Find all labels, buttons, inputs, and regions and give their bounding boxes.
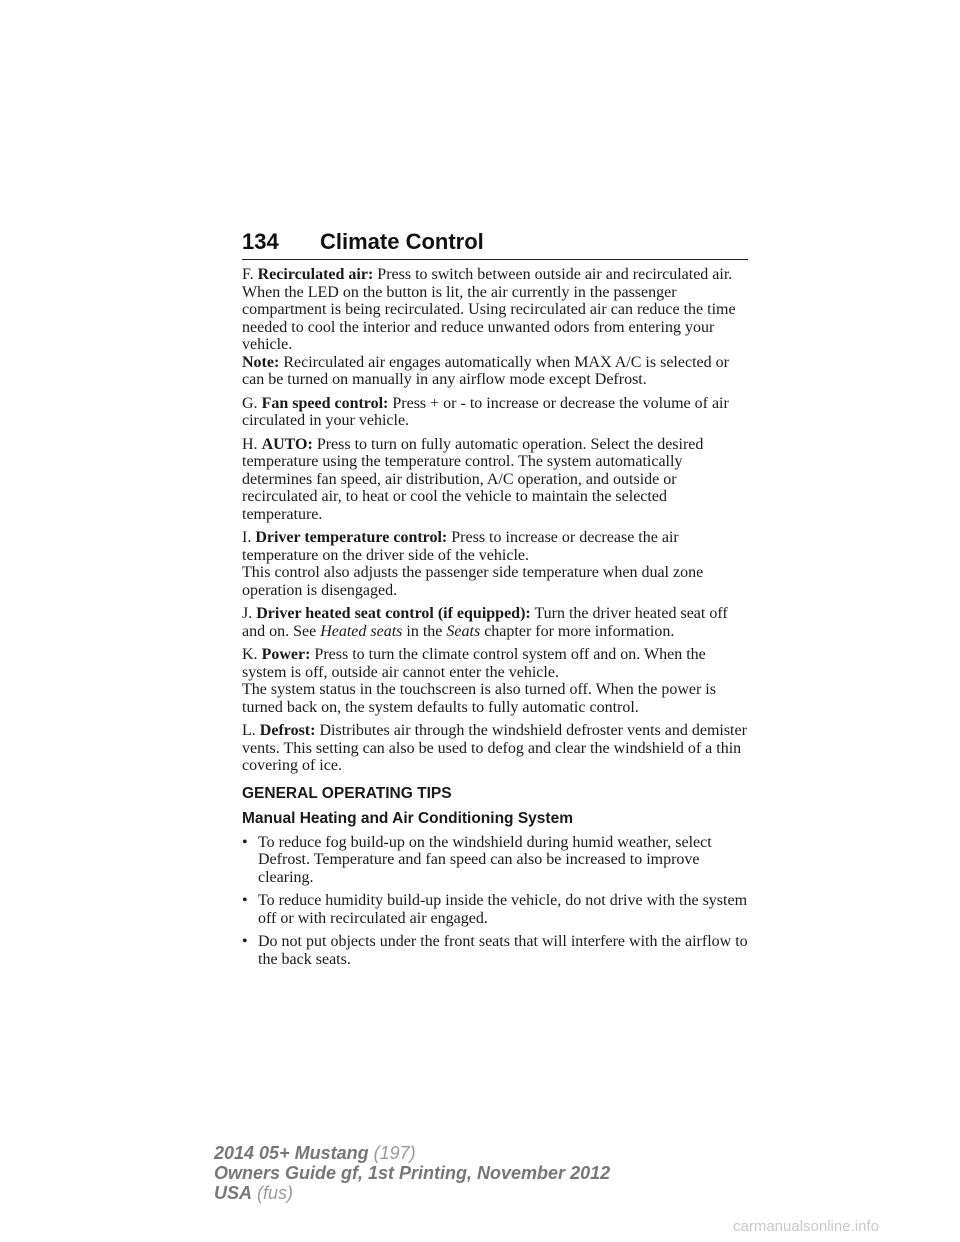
chapter-title: Climate Control (320, 229, 484, 254)
footer-printing: Owners Guide gf, 1st Printing, November 2012 (214, 1163, 611, 1183)
cross-reference-heated-seats: Heated seats (320, 622, 403, 640)
item-letter: F. (242, 266, 254, 283)
bullet-icon: • (242, 933, 248, 950)
item-text: Press to turn on fully automatic operation. Select the desired temperature using the temperature control. The system automatically determines fan speed, air distribution, A/C operation, and outside or recirculated air, to heat or cool the vehicle to maintain the selected temperature. (242, 435, 704, 523)
item-label: AUTO: (261, 435, 313, 453)
footer-line-3 (214, 1183, 610, 1203)
item-label: Defrost: (259, 722, 316, 739)
footer-page-ref: (197) (373, 1143, 416, 1163)
section-heading: GENERAL OPERATING TIPS (242, 784, 452, 802)
item-text: Press to switch between outside air and recirculated air. When the LED on the button is lit, the air currently in the passenger compartment is being recirculated. Using recirculated air can reduce the time needed to cool the interior and reduce unwanted odors from entering your vehicle. (242, 266, 736, 353)
list-item-text: To reduce fog build-up on the windshield during humid weather, select Defrost. Temperature and fan speed can also be increased to improve clearing. (258, 833, 712, 886)
footer-line-1 (214, 1143, 610, 1163)
item-recirculated-air (242, 266, 748, 389)
item-fan-speed (242, 395, 748, 430)
item-label: Driver heated seat control (if equipped): (256, 605, 531, 622)
item-text: in the (406, 622, 443, 640)
item-text: Turn the driver heated seat off and on. See (242, 605, 728, 640)
list-item (242, 933, 748, 968)
item-defrost (242, 722, 748, 775)
page-content (242, 266, 748, 974)
item-extra-text: This control also adjusts the passenger side temperature when dual zone operation is disengaged. (242, 564, 704, 599)
section-subheading: Manual Heating and Air Conditioning System (242, 810, 573, 827)
item-power (242, 646, 748, 716)
list-item (242, 892, 748, 927)
footer-model: 2014 05+ Mustang (214, 1143, 369, 1163)
list-item-text: Do not put objects under the front seats that will interfere with the airflow to the back seats. (258, 933, 748, 968)
item-text: Press to turn the climate control system off and on. When the system is off, outside air cannot enter the vehicle. (242, 646, 706, 681)
item-auto (242, 436, 748, 524)
footer-line-2 (214, 1163, 610, 1183)
item-label: Fan speed control: (261, 394, 389, 412)
bullet-icon: • (242, 892, 248, 909)
item-label: Driver temperature control: (255, 529, 448, 546)
item-label: Power: (261, 646, 311, 663)
document-footer (214, 1143, 610, 1203)
item-text: Press to increase or decrease the air temperature on the driver side of the vehicle. (242, 529, 679, 564)
item-letter: G. (242, 394, 258, 412)
item-label: Recirculated air: (257, 266, 374, 283)
cross-reference-seats: Seats (446, 622, 481, 640)
item-letter: K. (242, 646, 258, 663)
item-driver-heated-seat (242, 605, 748, 640)
item-extra-text: The system status in the touchscreen is also turned off. When the power is turned back on, the system defaults to fully automatic control. (242, 681, 716, 716)
list-item (242, 834, 748, 887)
item-text: Press + or - to increase or decrease the volume of air circulated in your vehicle. (242, 394, 729, 429)
item-letter: J. (242, 605, 253, 622)
item-driver-temperature (242, 529, 748, 599)
item-text: Distributes air through the windshield defroster vents and demister vents. This setting can also be used to defog and clear the windshield of a thin covering of ice. (242, 722, 747, 774)
note-text: Recirculated air engages automatically when MAX A/C is selected or can be turned on manually in any airflow mode except Defrost. (242, 353, 729, 388)
bullet-icon: • (242, 833, 248, 851)
footer-market-code: (fus) (257, 1183, 294, 1203)
item-letter: L. (242, 722, 256, 739)
watermark: carmanualsonline.info (733, 1218, 879, 1235)
item-text: chapter for more information. (484, 622, 675, 640)
footer-market: USA (214, 1183, 253, 1203)
note-label: Note: (242, 353, 280, 371)
page-header (242, 229, 748, 260)
item-letter: H. (242, 435, 258, 453)
item-letter: I. (242, 529, 252, 546)
page-number: 134 (242, 229, 279, 254)
list-item-text: To reduce humidity build-up inside the vehicle, do not drive with the system off or with recirculated air engaged. (258, 892, 748, 927)
tips-list (242, 834, 748, 969)
